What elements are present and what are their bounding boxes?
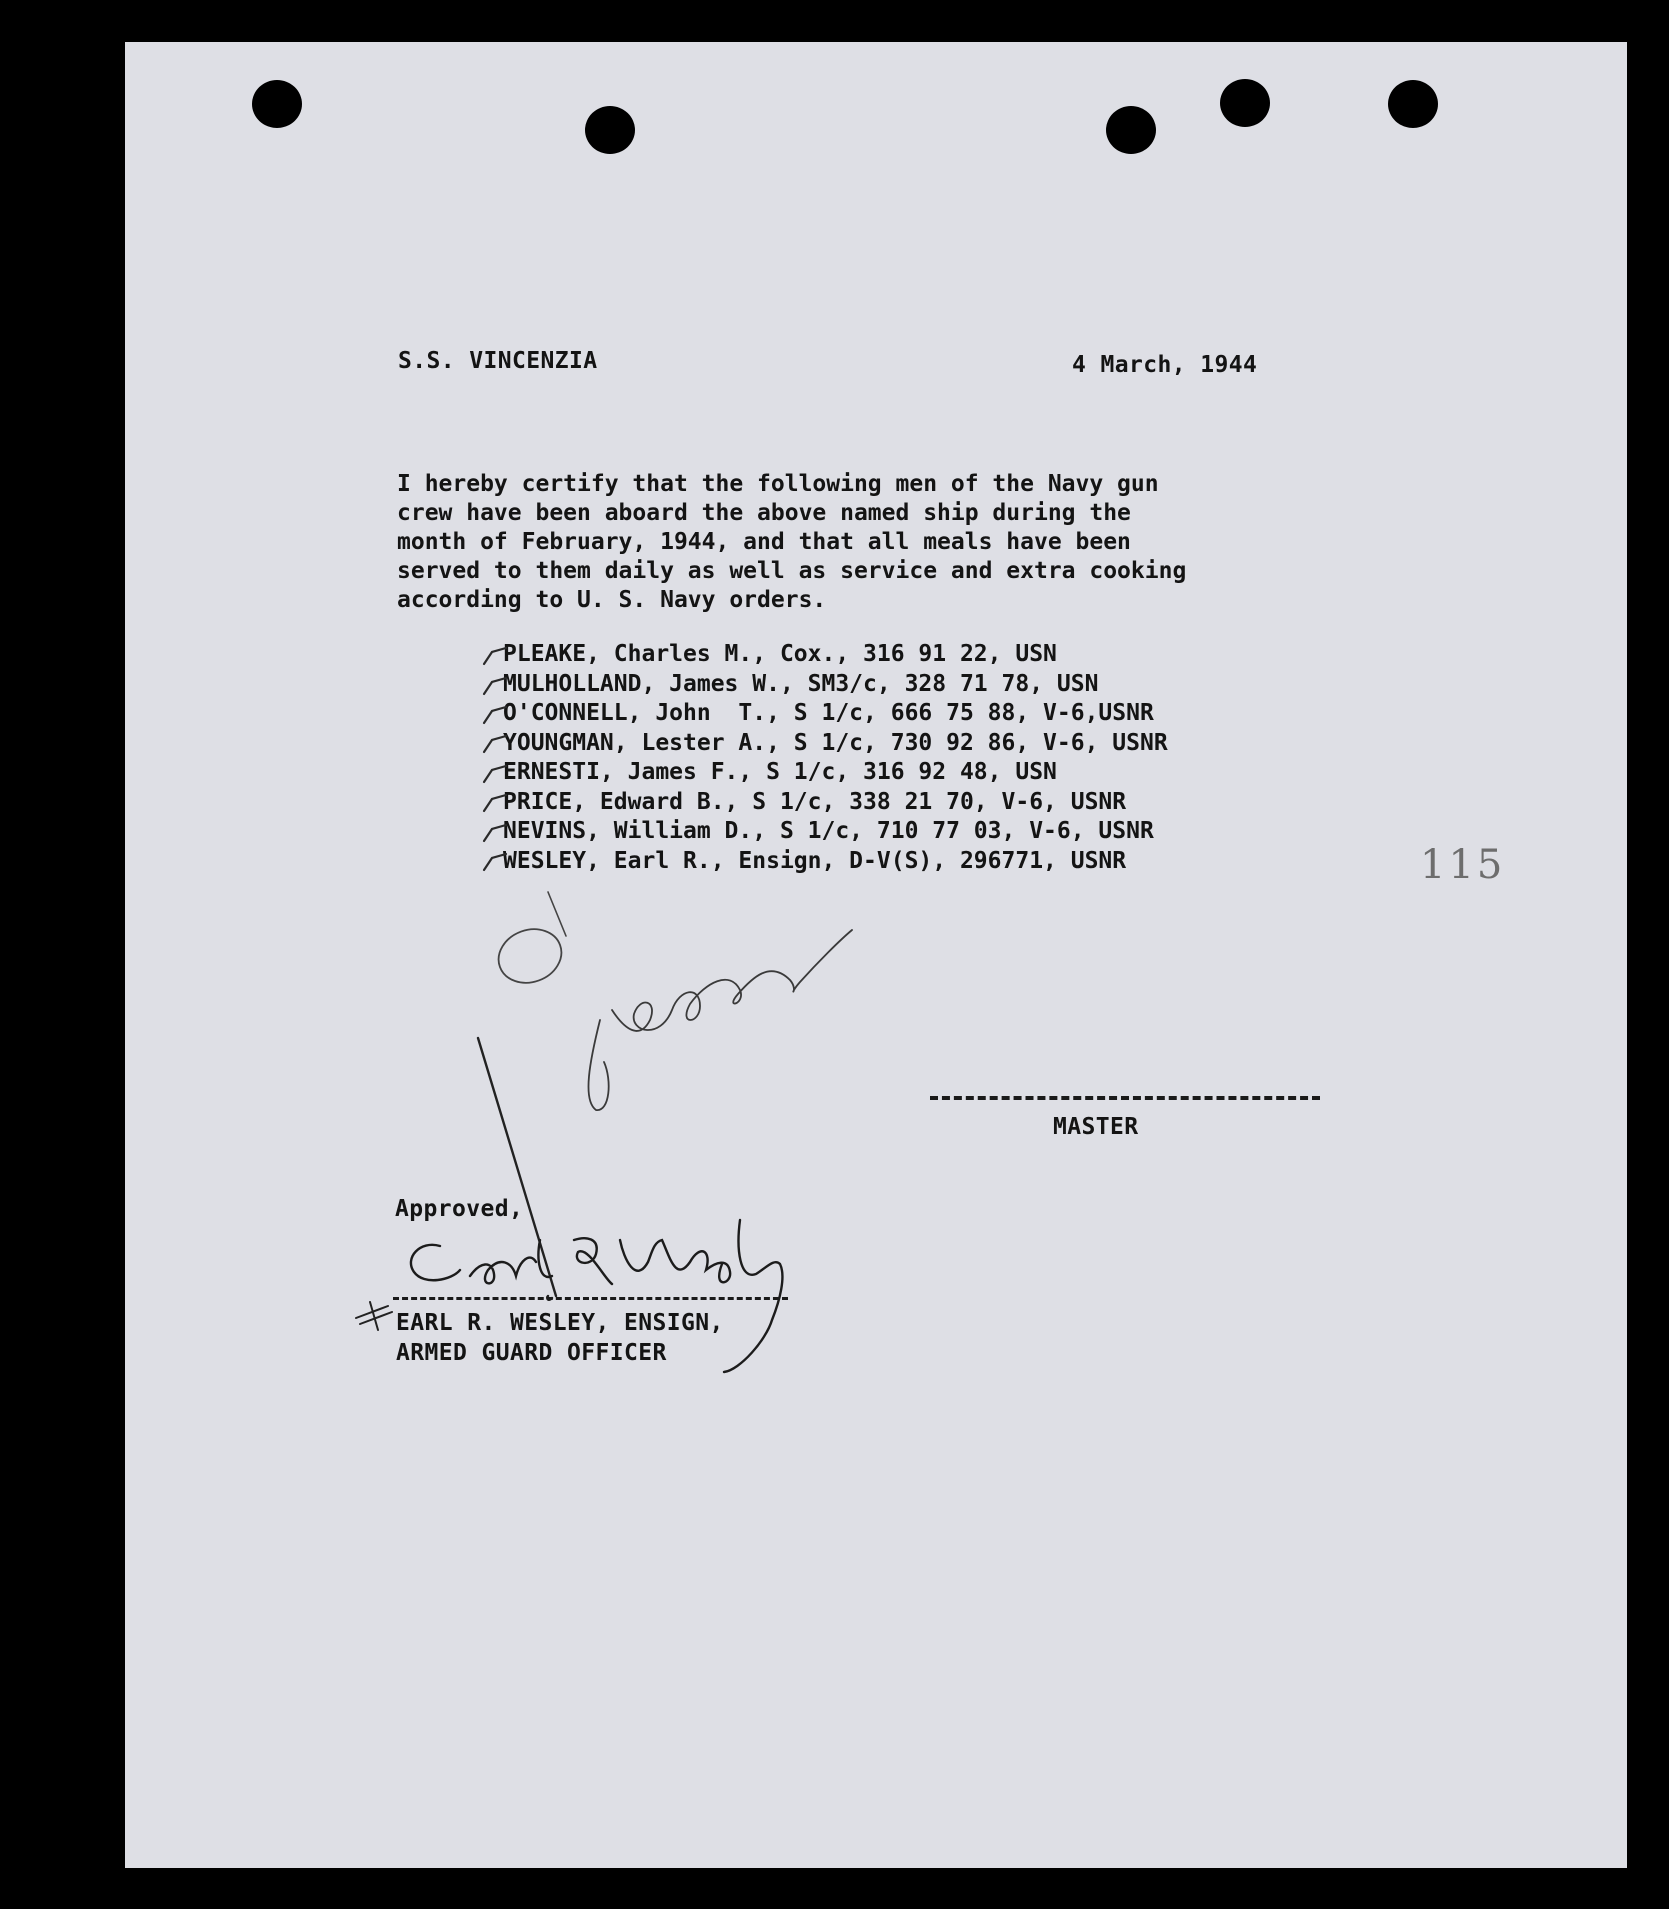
crew-member: WESLEY, Earl R., Ensign, D-V(S), 296771, USNR xyxy=(503,847,1127,874)
check-mark xyxy=(484,766,506,782)
paragraph-line: crew have been aboard the above named ship during the xyxy=(397,500,1131,526)
check-mark xyxy=(484,648,506,664)
initials-signature xyxy=(588,930,852,1110)
approver-signature xyxy=(411,1220,783,1372)
crew-member: PRICE, Edward B., S 1/c, 338 21 70, V-6, USNR xyxy=(503,788,1127,815)
check-mark xyxy=(484,678,506,694)
check-mark xyxy=(484,854,506,870)
master-label: MASTER xyxy=(1053,1114,1139,1140)
officer-title: ARMED GUARD OFFICER xyxy=(396,1340,667,1366)
paragraph-line: served to them daily as well as service and extra cooking xyxy=(397,558,1187,584)
pen-stroke xyxy=(478,1038,556,1296)
paragraph-line: according to U. S. Navy orders. xyxy=(397,587,827,613)
crew-member: ERNESTI, James F., S 1/c, 316 92 48, USN xyxy=(503,759,1057,785)
crew-member: YOUNGMAN, Lester A., S 1/c, 730 92 86, V-6, USNR xyxy=(503,729,1168,756)
paragraph-line: month of February, 1944, and that all meals have been xyxy=(397,529,1131,555)
crew-member: MULHOLLAND, James W., SM3/c, 328 71 78, USN xyxy=(503,670,1099,697)
document-date: 4 March, 1944 xyxy=(1072,352,1258,378)
paragraph-line: I hereby certify that the following men of the Navy gun xyxy=(397,471,1159,497)
check-mark xyxy=(484,795,506,811)
approved-label: Approved, xyxy=(395,1196,524,1222)
check-mark xyxy=(484,736,506,752)
crew-member: NEVINS, William D., S 1/c, 710 77 03, V-6, USNR xyxy=(503,818,1154,844)
crew-member: PLEAKE, Charles M., Cox., 316 91 22, USN xyxy=(503,641,1057,667)
circled-count-ring xyxy=(491,921,569,992)
officer-name: EARL R. WESLEY, ENSIGN, xyxy=(396,1310,724,1336)
check-mark xyxy=(484,707,506,723)
page-number: 115 xyxy=(1420,842,1506,888)
check-mark xyxy=(484,825,506,841)
pen-mark xyxy=(356,1302,392,1330)
ship-name: S.S. VINCENZIA xyxy=(398,348,598,374)
crew-member: O'CONNELL, John T., S 1/c, 666 75 88, V-6,USNR xyxy=(503,700,1154,726)
